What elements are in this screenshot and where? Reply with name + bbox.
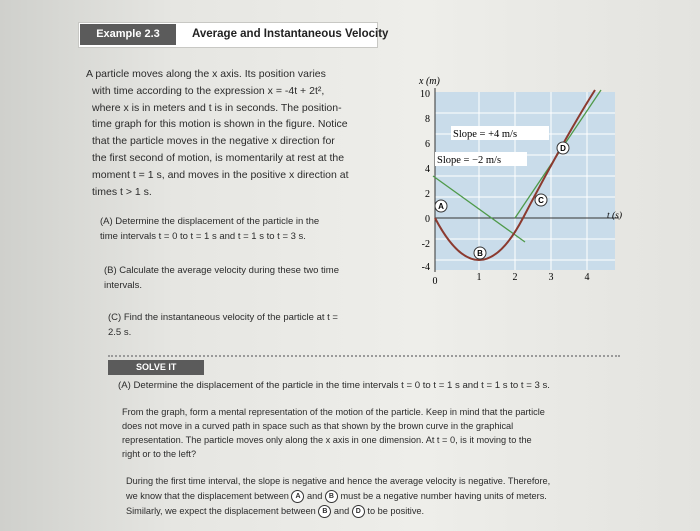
y-tick-label: 4 [425, 164, 430, 175]
example-title: Average and Instantaneous Velocity [192, 28, 389, 40]
part-b-line: (B) Calculate the average velocity during these two time [104, 265, 339, 276]
section-divider [108, 355, 620, 357]
y-tick-label: 0 [425, 214, 430, 225]
solve-paragraph-2 [126, 474, 550, 519]
marker-b-icon: B [325, 490, 338, 503]
solve-p2-line [126, 504, 550, 519]
x-tick-label: 1 [476, 272, 482, 283]
solve-it-label: SOLVE IT [108, 360, 204, 375]
x-tick-label: 0 [432, 276, 438, 287]
part-c-line: 2.5 s. [108, 327, 132, 338]
intro-line: time graph for this motion is shown in the figure. Notice [92, 118, 348, 131]
solve-p2-text: Similarly, we expect the displacement between [126, 506, 316, 516]
solve-p2-text: must be a negative number having units of meters. [340, 491, 547, 501]
point-a-label: A [438, 202, 444, 211]
x-tick-label: 4 [584, 272, 590, 283]
x-axis-label: t (s) [607, 211, 623, 221]
point-c-label: C [538, 196, 544, 205]
marker-b-icon: B [318, 505, 331, 518]
point-b-label: B [477, 249, 483, 258]
marker-a-icon: A [291, 490, 304, 503]
solve-paragraph-1 [122, 405, 545, 461]
solve-p2-text: and [307, 491, 323, 501]
solve-p1-line: From the graph, form a mental representation of the motion of the particle. Keep in mind that the particle [122, 407, 545, 417]
example-label: Example 2.3 [80, 24, 176, 45]
intro-line: where x is in meters and t is in seconds. The position- [92, 101, 342, 114]
solve-a-heading: (A) Determine the displacement of the particle in the time intervals t = 0 to t = 1 s and t = 1 s to t = 3 s. [118, 380, 550, 391]
part-c-line: (C) Find the instantaneous velocity of the particle at t = [108, 312, 338, 323]
intro-line: times t > 1 s. [92, 185, 152, 198]
intro-line: A particle moves along the x axis. Its position varies [86, 68, 326, 80]
slope-negative-label: Slope = −2 m/s [437, 155, 502, 166]
intro-line: that the particle moves in the negative x direction for [92, 135, 335, 148]
solve-p2-line: During the first time interval, the slope is negative and hence the average velocity is negative. Therefore, [126, 476, 551, 486]
y-axis-label: x (m) [419, 76, 440, 87]
part-b-line: intervals. [104, 280, 143, 291]
y-tick-label: -4 [421, 262, 430, 273]
solve-p2-text: and [333, 506, 350, 516]
y-tick-label: 8 [425, 114, 430, 125]
graph-background [435, 92, 615, 270]
slope-positive-label: Slope = +4 m/s [453, 129, 518, 140]
y-tick-label: 6 [425, 139, 430, 150]
part-a-line: (A) Determine the displacement of the particle in the [100, 216, 320, 227]
intro-line: moment t = 1 s, and moves in the positive x direction at [92, 168, 349, 181]
solve-p2-text: to be positive. [367, 506, 425, 516]
y-tick-label: 2 [425, 189, 430, 200]
marker-d-icon: D [352, 505, 365, 518]
solve-p2-line [126, 489, 550, 504]
intro-line: with time according to the expression x = -4t + 2t², [92, 84, 325, 97]
solve-p1-line: does not move in a curved path in space such as that shown by the brown curve in the graphical [122, 421, 514, 431]
x-tick-label: 3 [548, 272, 554, 283]
part-b-question [104, 263, 339, 293]
y-tick-label: -2 [421, 239, 430, 250]
part-a-line: time intervals t = 0 to t = 1 s and t = 1 s to t = 3 s. [100, 231, 306, 242]
solve-p1-line: representation. The particle moves only along the x axis in one dimension. At t = 0, is it moving to the [122, 435, 532, 445]
part-c-question [108, 310, 338, 340]
solve-p2-text: we know that the displacement between [126, 491, 289, 501]
position-time-graph [405, 72, 635, 292]
intro-paragraph [86, 66, 349, 200]
y-tick-label: 10 [420, 89, 430, 100]
point-d-label: D [560, 144, 566, 153]
part-a-question [100, 214, 319, 244]
intro-line: the first second of motion, is momentarily at rest at the [92, 151, 345, 164]
x-tick-label: 2 [512, 272, 518, 283]
solve-p1-line: right or to the left? [122, 449, 197, 459]
